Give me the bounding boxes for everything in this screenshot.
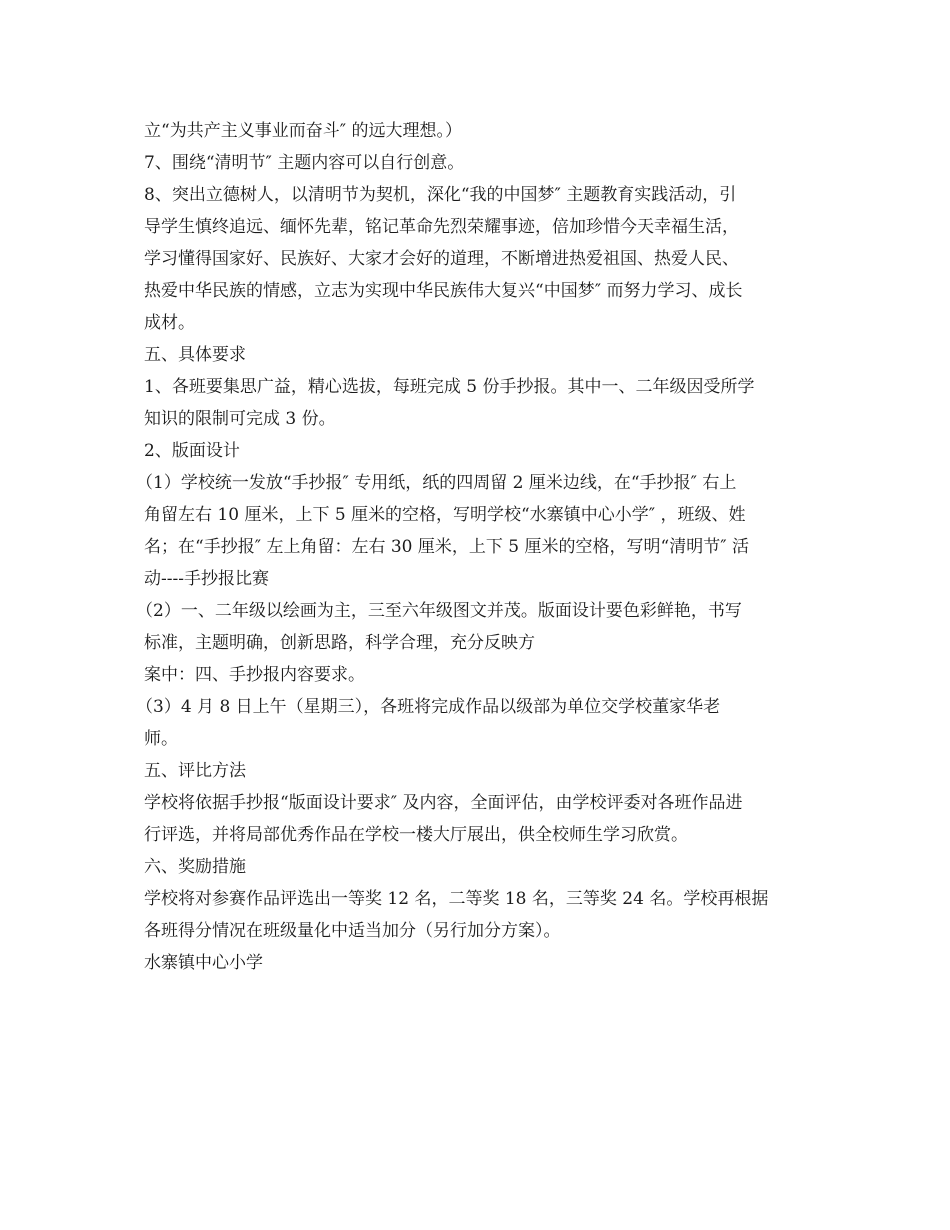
section-heading: 五、评比方法: [144, 761, 246, 781]
text-line: 学习懂得国家好、民族好、大家才会好的道理，不断增进热爱祖国、热爱人民、: [144, 249, 739, 269]
document-body: [136, 115, 816, 979]
signature-school-name: 水寨镇中心小学: [144, 953, 263, 973]
text-line: 成材。: [144, 313, 195, 333]
text-line: （3）4 月 8 日上午（星期三），各班将完成作品以级部为单位交学校董家华老: [136, 697, 721, 717]
text-line: 知识的限制可完成 3 份。: [144, 409, 336, 429]
text-line: （2）一、二年级以绘画为主，三至六年级图文并茂。版面设计要色彩鲜艳，书写: [136, 601, 742, 621]
text-line: 名；在“手抄报″ 左上角留：左右 30 厘米，上下 5 厘米的空格，写明“清明节″ 活: [144, 537, 749, 557]
text-line: 师。: [144, 729, 178, 749]
section-heading: 六、奖励措施: [144, 857, 246, 877]
text-line: 导学生慎终追远、缅怀先辈，铭记革命先烈荣耀事迹，倍加珍惜今天幸福生活，: [144, 217, 739, 237]
text-line: 8、突出立德树人，以清明节为契机，深化“我的中国梦″ 主题教育实践活动，引: [144, 185, 737, 205]
text-line: 案中：四、手抄报内容要求。: [144, 665, 365, 685]
text-line: 1、各班要集思广益，精心选拔，每班完成 5 份手抄报。其中一、二年级因受所学: [144, 377, 755, 397]
text-line: 立“为共产主义事业而奋斗″ 的远大理想。）: [144, 121, 462, 141]
subsection-heading: 2、版面设计: [144, 441, 240, 461]
text-line: 学校将依据手抄报“版面设计要求″ 及内容，全面评估，由学校评委对各班作品进: [144, 793, 743, 813]
text-line: （1）学校统一发放“手抄报″ 专用纸，纸的四周留 2 厘米边线，在“手抄报″ 右上: [136, 473, 737, 493]
text-line: 角留左右 10 厘米，上下 5 厘米的空格，写明学校“水寨镇中心小学″ ，班级、姓: [144, 505, 746, 525]
text-line: 学校将对参赛作品评选出一等奖 12 名，二等奖 18 名，三等奖 24 名。学校再根据: [144, 889, 769, 909]
text-line: 标准，主题明确，创新思路，科学合理，充分反映方: [144, 633, 535, 653]
section-heading: 五、具体要求: [144, 345, 246, 365]
text-line: 各班得分情况在班级量化中适当加分（另行加分方案）。: [144, 921, 561, 941]
text-line: 行评选，并将局部优秀作品在学校一楼大厅展出，供全校师生学习欣赏。: [144, 825, 688, 845]
text-line: 热爱中华民族的情感，立志为实现中华民族伟大复兴“中国梦″ 而努力学习、成长: [144, 281, 743, 301]
text-line: 动----手抄报比赛: [144, 569, 269, 589]
text-line: 7、围绕“清明节″ 主题内容可以自行创意。: [144, 153, 465, 173]
